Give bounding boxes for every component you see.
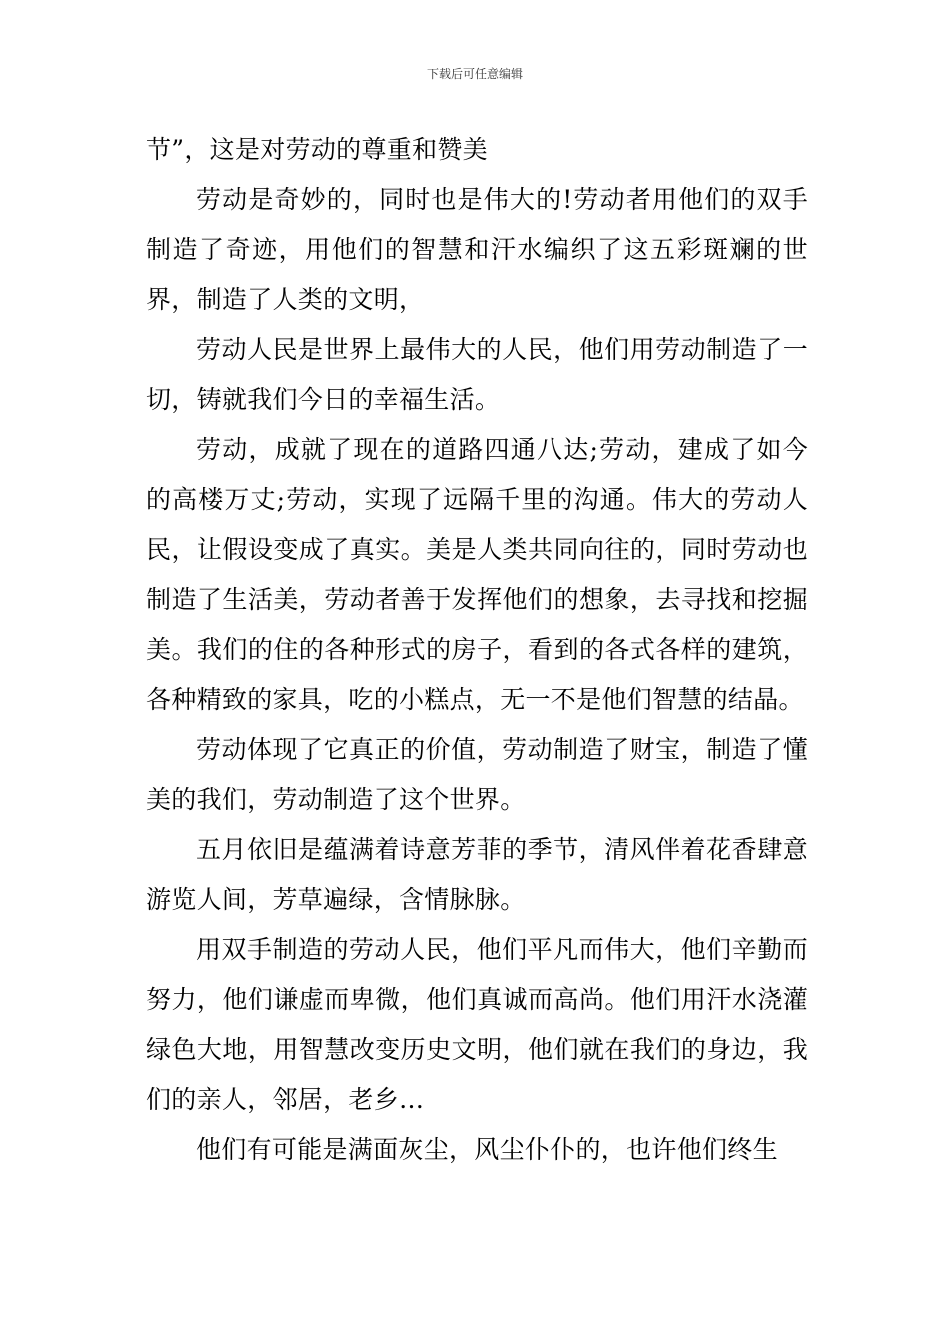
- paragraph-4: 劳动，成就了现在的道路四通八达;劳动，建成了如今的高楼万丈;劳动，实现了远隔千里的沟通。伟大的劳动人民，让假设变成了真实。美是人类共同向往的，同时劳动也制造了生活美，劳动者善于发挥他们的想象，去寻找和挖掘美。我们的住的各种形式的房子，看到的各式各样的建筑，各种精致的家具，吃的小糕点，无一不是他们智慧的结晶。: [146, 435, 808, 714]
- paragraph-7: 用双手制造的劳动人民，他们平凡而伟大，他们辛勤而努力，他们谦虚而卑微，他们真诚而高尚。他们用汗水浇灌绿色大地，用智慧改变历史文明，他们就在我们的身边，我们的亲人，邻居，老乡…: [146, 935, 808, 1114]
- paragraph-6: 五月依旧是蕴满着诗意芳菲的季节，清风伴着花香肆意游览人间，芳草遍绿，含情脉脉。: [146, 835, 808, 914]
- paragraph-8: 他们有可能是满面灰尘，风尘仆仆的，也许他们终生: [196, 1135, 778, 1164]
- paragraph-2: 劳动是奇妙的，同时也是伟大的!劳动者用他们的双手制造了奇迹，用他们的智慧和汗水编织了这五彩斑斓的世界，制造了人类的文明，: [146, 185, 808, 314]
- paragraph-1: 节”，这是对劳动的尊重和赞美: [146, 135, 488, 164]
- paragraph-5: 劳动体现了它真正的价值，劳动制造了财宝，制造了懂美的我们，劳动制造了这个世界。: [146, 735, 808, 814]
- page-header: 下载后可任意编辑: [426, 67, 523, 81]
- document-body: [146, 125, 808, 1175]
- paragraph-3: 劳动人民是世界上最伟大的人民，他们用劳动制造了一切，铸就我们今日的幸福生活。: [146, 335, 808, 414]
